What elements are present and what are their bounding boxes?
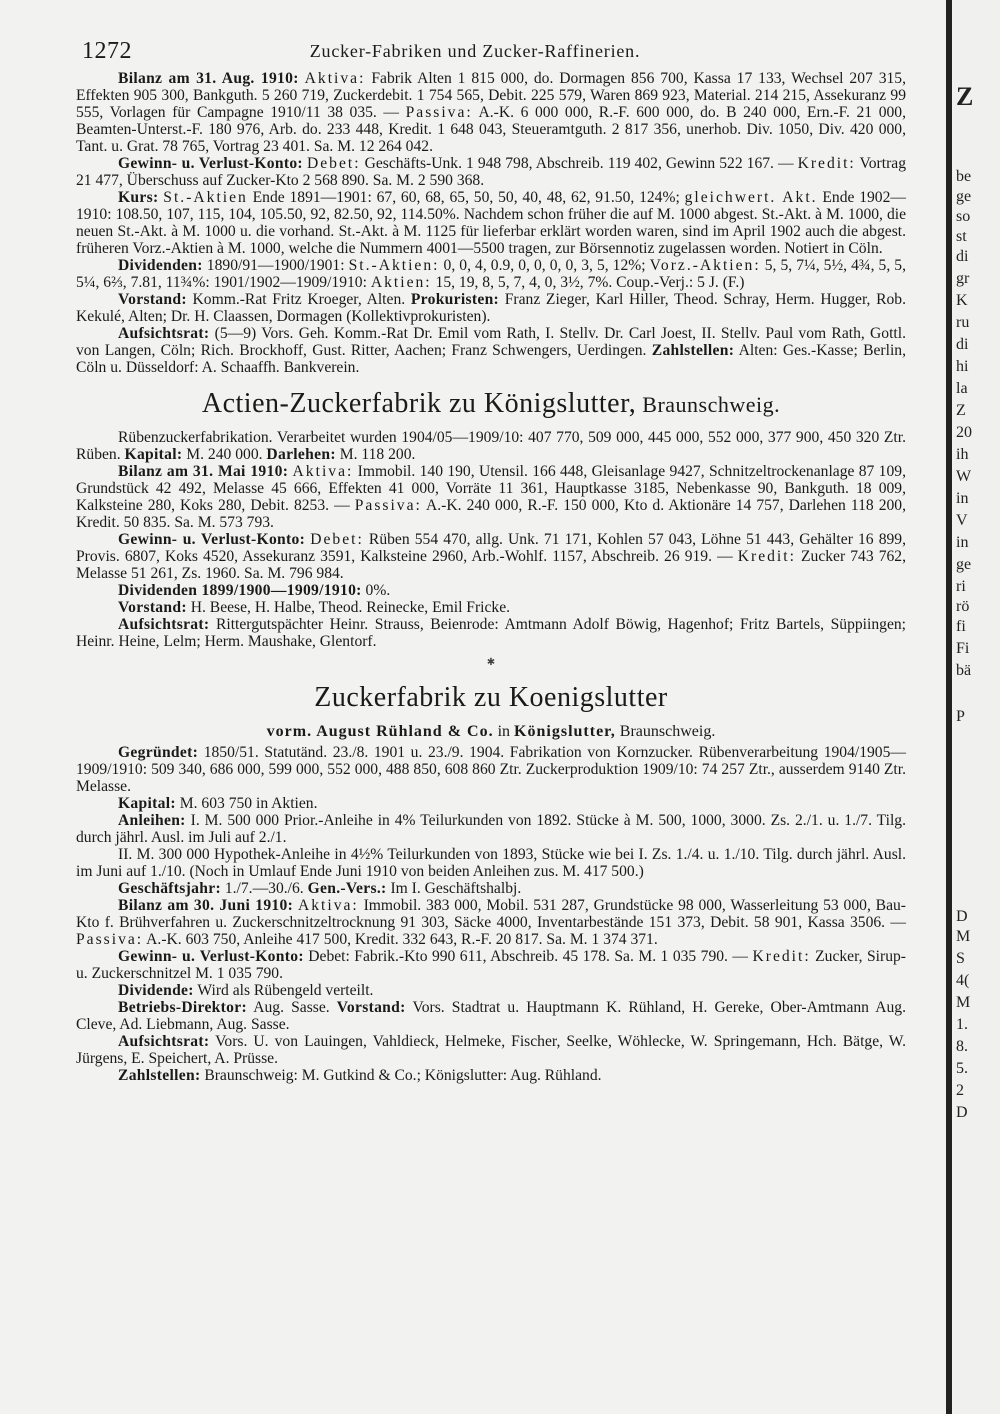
label: Prokuristen: <box>410 291 500 308</box>
label: Kurs: <box>118 189 159 206</box>
edge-fragment: K <box>956 292 968 309</box>
text: Fabrik Alten 1 815 000, do. Dormagen 856 700, Kassa 17 133, Wechsel 207 315, Effekten 905 300, Bankguth. 5 260 719, Zuckerdebit. 1 754 565, Debit. 225 579, Waren 869 923, Material. 214 215, Assekuranz 99 555, Vorlagen für Campagne 1910/11 38 035. — <box>76 70 907 121</box>
aktiva-label: Aktiva: <box>297 897 359 914</box>
label: Aufsichtsrat: <box>118 325 210 342</box>
fiscal-year-paragraph <box>76 880 906 897</box>
heading-location: Braunschweig. <box>636 392 781 417</box>
kredit-label: Kredit: <box>737 548 796 565</box>
text: Ende 1891—1901: 67, 60, 68, 65, 50, 50, 40, 48, 62, 91.50, 124%; <box>247 189 685 206</box>
text: A.-K. 6 000 000, R.-F. 600 000, do. B 240 000, Ern.-F. 21 000, Beamten-Unterst.-F. 180 976, Arb. do. 233 448, Kredit. 1 648 043, Steueramtguth. 2 817 356, unerhob. Div. 1050, Div. 420 000, Tant. u. Grat. 78 765, Vortrag 23 401. Sa. M. 12 264 042. <box>76 104 906 155</box>
text: Braunschweig: M. Gutkind & Co.; Königslutter: Aug. Rühland. <box>200 1067 602 1084</box>
edge-fragment: Z <box>956 402 966 419</box>
edge-fragment: di <box>956 336 969 353</box>
text: A.-K. 603 750, Anleihe 417 500, Kredit. 332 643, R.-F. 20 817. Sa. M. 1 374 371. <box>143 931 658 948</box>
label: Vorstand: <box>118 599 187 616</box>
kredit-label: Kredit: <box>797 155 856 172</box>
label: Gewinn- u. Verlust-Konto: <box>118 531 306 548</box>
label: Geschäftsjahr: <box>118 880 221 897</box>
passiva-label: Passiva: <box>76 931 144 948</box>
edge-fragment: 4( <box>956 972 970 989</box>
label: Kapital: <box>124 446 183 463</box>
label: Bilanz am 30. Juni 1910: <box>118 897 294 914</box>
label: Betriebs-Direktor: <box>118 999 247 1016</box>
edge-fragment: D <box>956 908 968 925</box>
text: 5, 5, 7¼, 5½, 4¾, 5, 5, 5¼, 6⅔, 7.81, 11¾%: 1901/1902—1909/1910: <box>76 257 906 291</box>
text: (5—9) Vors. Geh. Komm.-Rat Dr. Emil vom Rath, I. Stellv. Dr. Carl Joest, II. Stellv. Paul vom Rath, Gottl. von Langen, Cöln; Rich. Brockhoff, Gust. Ritter, Aachen; Franz Schwengers, Uerdingen. <box>76 325 906 359</box>
edge-fragment: bä <box>956 662 972 679</box>
ornament-mark: ✱ <box>486 657 496 668</box>
edge-fragment: hi <box>956 358 969 375</box>
edge-fragment: P <box>956 708 965 725</box>
edge-fragment: M <box>956 928 971 945</box>
text: Zucker, Sirup- u. Zuckerschnitzel M. 1 035 790. <box>76 948 906 982</box>
aktiva-label: Aktiva: <box>292 463 354 480</box>
page-gutter <box>946 0 952 1414</box>
label: Anleihen: <box>118 812 186 829</box>
entry-heading <box>76 388 906 421</box>
entry-subheading <box>76 722 906 742</box>
edge-fragment: di <box>956 248 969 265</box>
edge-fragment: 20 <box>956 424 972 441</box>
text: II. M. 300 000 Hypothek-Anleihe in 4½% Teilurkunden von 1893, Stücke wie bei I. Zs. 1./4. u. 1./10. Tilg. durch jährl. Ausl. im Juni auf 1./10. (Noch in Umlauf Ende Juni 1910 von beiden Anleihen zus. M. 417 500.) <box>76 846 906 880</box>
label: Zahlstellen: <box>651 342 735 359</box>
loans-paragraph <box>76 812 906 846</box>
intro-paragraph <box>76 429 906 463</box>
text: St.-Aktien <box>163 189 248 206</box>
label: Gewinn- u. Verlust-Konto: <box>118 948 304 965</box>
edge-fragment: ge <box>956 188 972 205</box>
entry-zuckerfabrik-koenigslutter <box>76 744 906 1084</box>
text: Vortrag 21 477, Überschuss auf Zucker-Kto 2 568 890. Sa. M. 2 590 368. <box>76 155 906 189</box>
edge-fragment: V <box>956 512 968 529</box>
edge-fragment: be <box>956 168 972 185</box>
capital-paragraph <box>76 795 906 812</box>
text: M. 240 000. <box>182 446 267 463</box>
text: Komm.-Rat Fritz Kroeger, Alten. <box>186 291 411 308</box>
text: Rübenzuckerfabrikation. Verarbeitet wurden 1904/05—1909/10: 407 770, 509 000, 445 000, 552 000, 377 900, 450 320 Ztr. Rüben. <box>76 429 906 463</box>
edge-fragment: Z <box>956 82 974 111</box>
paying-agents-paragraph <box>76 1067 906 1084</box>
text: Aug. Sasse. <box>246 999 337 1016</box>
section-continued-entry <box>76 70 906 376</box>
label: Vorstand: <box>336 999 406 1016</box>
edge-fragment: in <box>956 534 969 551</box>
text: 1890/91—1900/1901: <box>202 257 349 274</box>
main-column <box>76 70 906 1084</box>
label: Darlehen: <box>266 446 336 463</box>
dividends-paragraph <box>76 582 906 599</box>
label: Aufsichtsrat: <box>118 616 210 633</box>
supervisory-paragraph <box>76 1033 906 1067</box>
supervisory-paragraph <box>76 325 906 376</box>
text: vorm. August Rühland & Co. <box>266 723 494 740</box>
edge-fragment: ge <box>956 556 972 573</box>
passiva-label: Passiva: <box>354 497 422 514</box>
text: gleichwert. Akt. <box>684 189 818 206</box>
edge-fragment: D <box>956 1104 968 1121</box>
edge-fragment: 1. <box>956 1016 968 1033</box>
aktiva-label: Aktiva: <box>304 70 366 87</box>
balance-paragraph <box>76 463 906 531</box>
text: Wird als Rübengeld verteilt. <box>193 982 374 999</box>
text: 0, 0, 4, 0.9, 0, 0, 0, 0, 3, 5, 12%; <box>439 257 650 274</box>
text: 1850/51. Statutänd. 23./8. 1901 u. 23./9. 1904. Fabrikation von Kornzucker. Rübenverarbeitung 1904/1905—1909/1910: 509 340, 686 000, 599 000, 552 000, 488 850, 608 860 Ztr. Zuckerproduktion 1909/10: 74 257 Ztr., ausserdem 9140 Ztr. Melasse. <box>76 744 906 795</box>
text: in <box>493 723 515 740</box>
text: Franz Zieger, Karl Hiller, Theod. Schray, Herm. Hugger, Rob. Kekulé, Alten; Dr. H. Claassen, Dormagen (Kollektivprokuristen). <box>76 291 907 325</box>
text: Braunschweig. <box>615 723 716 740</box>
edge-fragment: st <box>956 228 967 245</box>
running-title: Zucker-Fabriken und Zucker-Raffinerien. <box>309 41 641 61</box>
passiva-label: Passiva: <box>405 104 473 121</box>
debet-label: Debet: <box>310 531 364 548</box>
text: Vorz.-Aktien: <box>649 257 761 274</box>
label: Gegründet: <box>118 744 199 761</box>
text: M. 118 200. <box>335 446 416 463</box>
text: Immobil. 140 190, Utensil. 166 448, Gleisanlage 9427, Schnitzeltrockenanlage 87 109, Grundstück 42 492, Melasse 45 666, Effekten 41 000, Vorräte 11 361, Hauptkasse 3185, Nebenkasse 90, Bankguth. 18 009, Kalksteine 280, Koks 280, Debit. 8253. — <box>76 463 906 514</box>
loans-paragraph-2 <box>76 846 906 880</box>
edge-fragment: S <box>956 950 965 967</box>
text: 15, 19, 8, 5, 7, 4, 0, 3½, 7%. Coup.-Verj.: 5 J. (F.) <box>431 274 745 291</box>
text: Alten: Ges.-Kasse; Berlin, Cöln u. Düsseldorf: A. Schaaffh. Bankverein. <box>76 342 906 376</box>
heading-title: Actien-Zuckerfabrik zu Königslutter, <box>201 388 637 419</box>
entry-heading <box>76 682 906 714</box>
edge-fragment: ih <box>956 446 969 463</box>
label: Bilanz am 31. Aug. 1910: <box>118 70 299 87</box>
edge-fragment: 8. <box>956 1038 968 1055</box>
edge-fragment: W <box>956 468 972 485</box>
text: Im I. Geschäftshalbj. <box>386 880 522 897</box>
text: 1./7.—30./6. <box>220 880 308 897</box>
text: Geschäfts-Unk. 1 948 798, Abschreib. 119 402, Gewinn 522 167. — <box>360 155 798 172</box>
text: A.-K. 240 000, R.-F. 150 000, Kto d. Aktionäre 14 757, Darlehen 118 200, Kredit. 50 835. Sa. M. 573 793. <box>76 497 906 531</box>
entry-actien-zuckerfabrik <box>76 429 906 650</box>
label: Gewinn- u. Verlust-Konto: <box>118 155 303 172</box>
text: St.-Aktien: <box>348 257 440 274</box>
text: H. Beese, H. Halbe, Theod. Reinecke, Emil Fricke. <box>186 599 511 616</box>
edge-fragment: ru <box>956 314 970 331</box>
label: Kapital: <box>118 795 176 812</box>
edge-fragment: 2 <box>956 1082 964 1099</box>
text: M. 603 750 in Aktien. <box>175 795 318 812</box>
label: Bilanz am 31. Mai 1910: <box>118 463 289 480</box>
edge-fragment: ri <box>956 578 966 595</box>
text: Vors. Stadtrat u. Hauptmann K. Rühland, H. Gereke, Ober-Amtmann Aug. Cleve, Ad. Liebmann, Aug. Sasse. <box>76 999 906 1033</box>
edge-fragment: la <box>956 380 968 397</box>
label: Dividenden: <box>118 257 203 274</box>
edge-fragment: rö <box>956 598 970 615</box>
edge-fragment: M <box>956 994 971 1011</box>
edge-fragment: Fi <box>956 640 970 657</box>
kredit-label: Kredit: <box>752 948 811 965</box>
dividends-paragraph <box>76 257 906 291</box>
edge-fragment: so <box>956 208 971 225</box>
text: Königslutter, <box>514 723 616 740</box>
dividend-paragraph <box>76 982 906 999</box>
edge-fragment: fi <box>956 618 966 635</box>
text: Vors. U. von Lauingen, Vahldieck, Helmeke, Fischer, Seelke, Wöhlecke, W. Springemann, Hch. Bätge, W. Jürgens, E. Speichert, A. Prüsse. <box>76 1033 906 1067</box>
label: Vorstand: <box>118 291 187 308</box>
text: Ende 1902—1910: 108.50, 107, 115, 104, 105.50, 92, 82.50, 92, 114.50%. Nachdem schon früher die auf M. 1000 abgest. St.-Akt. à M. 1000, die neuen St.-Akt. à M. 1000 u. die vorhand. St.-Akt. à M. 1125 für lieferbar erklärt worden waren, sind im April 1902 auch die abgest. früheren Vorz.-Aktien à M. 1000, welche die Nummern 4001—5500 tragen, zur Börsennotiz zugelassen worden. Notiert in Cöln. <box>76 189 906 257</box>
board-paragraph <box>76 291 906 325</box>
page-number: 1272 <box>82 38 132 64</box>
label: Dividende: <box>118 982 194 999</box>
founded-paragraph <box>76 744 906 795</box>
edge-fragment: in <box>956 490 969 507</box>
label: Aufsichtsrat: <box>118 1033 210 1050</box>
profit-loss-paragraph <box>76 948 906 982</box>
director-paragraph <box>76 999 906 1033</box>
price-paragraph <box>76 189 906 257</box>
edge-fragment: gr <box>956 270 970 287</box>
edge-fragment: 5. <box>956 1060 968 1077</box>
text: Immobil. 383 000, Mobil. 531 287, Grundstücke 98 000, Wasserleitung 53 000, Bau-Kto f. Brühverfahren u. Zuckerschnitzeltrocknung 91 303, Säcke 4000, Inventarbestände 151 373, Debit. 58 901, Kassa 3506. — <box>76 897 906 931</box>
label: Gen.-Vers.: <box>307 880 387 897</box>
balance-paragraph <box>76 897 906 948</box>
heading-title: Zuckerfabrik zu Koenigslutter <box>314 682 668 713</box>
supervisory-paragraph <box>76 616 906 650</box>
text: Debet: Fabrik.-Kto 990 611, Abschreib. 45 178. Sa. M. 1 035 790. — <box>303 948 753 965</box>
text: Rüben 554 470, allg. Unk. 71 171, Kohlen 57 043, Löhne 51 443, Gehälter 16 899, Provis. 6807, Koks 4520, Assekuranz 3591, Kalksteine 2960, Arb.-Wohlf. 1157, Abschreib. 26 919. — <box>76 531 906 565</box>
text: Aktien: <box>370 274 432 291</box>
profit-loss-paragraph <box>76 155 906 189</box>
text: Rittergutspächter Heinr. Strauss, Beienrode: Amtmann Adolf Böwig, Hagenhof; Fritz Bartels, Süppiingen; Heinr. Heine, Lelm; Herm. Maushake, Glentorf. <box>76 616 906 650</box>
adjacent-page-edge <box>954 0 1000 1414</box>
debet-label: Debet: <box>306 155 361 172</box>
text: 0%. <box>361 582 391 599</box>
label: Zahlstellen: <box>118 1067 201 1084</box>
text: I. M. 500 000 Prior.-Anleihe in 4% Teilurkunden von 1892. Stücke à M. 500, 1000, 3000. Zs. 2./1. u. 1./7. Tilg. durch jährl. Ausl. im Juli auf 2./1. <box>76 812 906 846</box>
balance-paragraph <box>76 70 906 155</box>
board-paragraph <box>76 599 906 616</box>
label: Dividenden 1899/1900—1909/1910: <box>118 582 362 599</box>
profit-loss-paragraph <box>76 531 906 582</box>
text: Zucker 743 762, Melasse 51 261, Zs. 1960. Sa. M. 796 984. <box>76 548 906 582</box>
